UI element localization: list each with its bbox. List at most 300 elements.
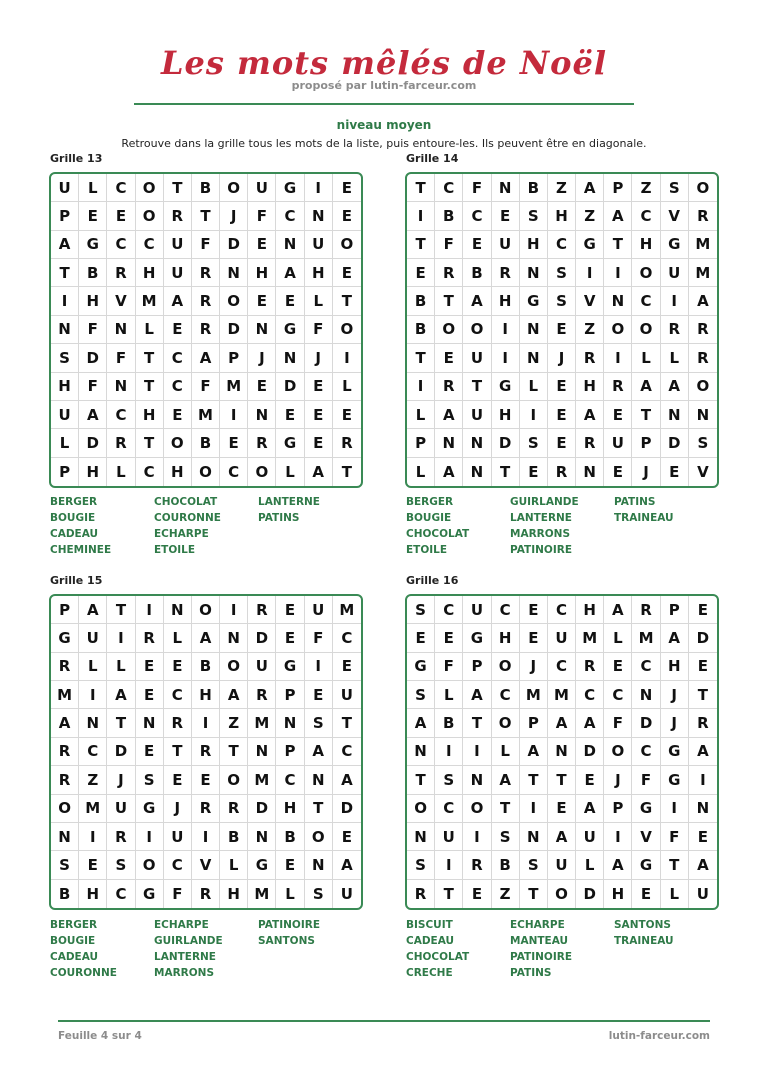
grid-cell[interactable]: P	[51, 458, 79, 486]
grid-cell[interactable]: B	[192, 653, 220, 681]
grid-cell[interactable]: G	[136, 795, 164, 823]
grid-cell[interactable]: I	[463, 738, 491, 766]
grid-cell[interactable]: R	[689, 202, 717, 230]
grid-cell[interactable]: N	[407, 823, 435, 851]
grid-cell[interactable]: O	[604, 316, 632, 344]
grid-cell[interactable]: S	[492, 823, 520, 851]
grid-cell[interactable]: T	[492, 795, 520, 823]
grid-cell[interactable]: U	[107, 795, 135, 823]
grid-cell[interactable]: U	[79, 624, 107, 652]
grid-cell[interactable]: O	[220, 766, 248, 794]
grid-cell[interactable]: C	[632, 738, 660, 766]
grid-cell[interactable]: B	[463, 259, 491, 287]
grid-cell[interactable]: E	[276, 596, 304, 624]
grid-cell[interactable]: D	[79, 344, 107, 372]
grid-cell[interactable]: R	[548, 458, 576, 486]
grid-cell[interactable]: R	[107, 429, 135, 457]
grid-cell[interactable]: I	[407, 202, 435, 230]
grid-cell[interactable]: D	[220, 316, 248, 344]
grid-cell[interactable]: G	[276, 429, 304, 457]
grid-cell[interactable]: M	[632, 624, 660, 652]
grid-cell[interactable]: A	[107, 681, 135, 709]
grid-cell[interactable]: I	[51, 287, 79, 315]
grid-cell[interactable]: H	[79, 287, 107, 315]
grid-cell[interactable]: N	[520, 259, 548, 287]
grid-cell[interactable]: D	[276, 373, 304, 401]
grid-cell[interactable]: O	[548, 880, 576, 908]
grid-cell[interactable]: D	[107, 738, 135, 766]
grid-cell[interactable]: A	[164, 287, 192, 315]
grid-cell[interactable]: R	[632, 596, 660, 624]
grid-cell[interactable]: E	[333, 202, 361, 230]
grid-cell[interactable]: E	[548, 401, 576, 429]
grid-cell[interactable]: E	[248, 231, 276, 259]
grid-cell[interactable]: H	[248, 259, 276, 287]
grid-cell[interactable]: R	[136, 624, 164, 652]
grid-cell[interactable]: E	[576, 766, 604, 794]
grid-cell[interactable]: U	[333, 681, 361, 709]
grid-cell[interactable]: E	[248, 373, 276, 401]
grid-cell[interactable]: S	[520, 851, 548, 879]
grid-cell[interactable]: T	[604, 231, 632, 259]
grid-cell[interactable]: E	[276, 401, 304, 429]
grid-cell[interactable]: T	[164, 738, 192, 766]
grid-cell[interactable]: C	[107, 174, 135, 202]
grid-cell[interactable]: D	[79, 429, 107, 457]
grid-cell[interactable]: O	[220, 653, 248, 681]
grid-cell[interactable]: E	[79, 851, 107, 879]
grid-cell[interactable]: O	[248, 458, 276, 486]
grid-cell[interactable]: O	[333, 316, 361, 344]
grid-cell[interactable]: S	[51, 851, 79, 879]
grid-cell[interactable]: P	[51, 596, 79, 624]
grid-cell[interactable]: F	[661, 823, 689, 851]
grid-cell[interactable]: E	[136, 653, 164, 681]
grid-cell[interactable]: N	[407, 738, 435, 766]
grid-cell[interactable]: U	[463, 344, 491, 372]
grid-cell[interactable]: P	[604, 795, 632, 823]
grid-cell[interactable]: I	[79, 681, 107, 709]
grid-cell[interactable]: N	[661, 401, 689, 429]
grid-cell[interactable]: Z	[576, 316, 604, 344]
grid-cell[interactable]: N	[689, 401, 717, 429]
grid-cell[interactable]: R	[333, 429, 361, 457]
grid-cell[interactable]: C	[548, 596, 576, 624]
grid-cell[interactable]: T	[632, 401, 660, 429]
grid-cell[interactable]: L	[520, 373, 548, 401]
grid-cell[interactable]: H	[576, 373, 604, 401]
grid-cell[interactable]: G	[661, 766, 689, 794]
grid-cell[interactable]: J	[520, 653, 548, 681]
grid-cell[interactable]: J	[107, 766, 135, 794]
grid-cell[interactable]: G	[407, 653, 435, 681]
grid-cell[interactable]: Z	[220, 709, 248, 737]
grid-cell[interactable]: A	[604, 202, 632, 230]
grid-cell[interactable]: B	[435, 202, 463, 230]
grid-cell[interactable]: N	[248, 316, 276, 344]
grid-cell[interactable]: C	[164, 344, 192, 372]
grid-cell[interactable]: S	[407, 851, 435, 879]
grid-cell[interactable]: R	[164, 709, 192, 737]
grid-cell[interactable]: G	[51, 624, 79, 652]
grid-cell[interactable]: E	[632, 880, 660, 908]
grid-cell[interactable]: R	[192, 316, 220, 344]
grid-cell[interactable]: N	[305, 851, 333, 879]
grid-cell[interactable]: F	[435, 653, 463, 681]
grid-cell[interactable]: S	[305, 880, 333, 908]
grid-cell[interactable]: E	[164, 316, 192, 344]
grid-cell[interactable]: E	[520, 624, 548, 652]
grid-cell[interactable]: M	[520, 681, 548, 709]
grid-cell[interactable]: I	[604, 823, 632, 851]
grid-cell[interactable]: N	[576, 458, 604, 486]
grid-cell[interactable]: Z	[492, 880, 520, 908]
grid-cell[interactable]: A	[463, 681, 491, 709]
grid-cell[interactable]: L	[79, 653, 107, 681]
grid-cell[interactable]: I	[79, 823, 107, 851]
grid-cell[interactable]: G	[632, 851, 660, 879]
grid-cell[interactable]: V	[576, 287, 604, 315]
grid-cell[interactable]: I	[407, 373, 435, 401]
grid-cell[interactable]: R	[192, 287, 220, 315]
grid-cell[interactable]: N	[632, 681, 660, 709]
grid-cell[interactable]: Z	[79, 766, 107, 794]
grid-cell[interactable]: C	[435, 795, 463, 823]
grid-cell[interactable]: B	[192, 429, 220, 457]
grid-cell[interactable]: E	[548, 316, 576, 344]
grid-cell[interactable]: D	[576, 738, 604, 766]
grid-cell[interactable]: A	[548, 709, 576, 737]
grid-cell[interactable]: O	[689, 174, 717, 202]
grid-cell[interactable]: T	[333, 709, 361, 737]
grid-cell[interactable]: C	[435, 596, 463, 624]
grid-cell[interactable]: G	[276, 653, 304, 681]
grid-cell[interactable]: H	[276, 795, 304, 823]
grid-cell[interactable]: S	[548, 287, 576, 315]
grid-cell[interactable]: C	[107, 880, 135, 908]
grid-cell[interactable]: C	[79, 738, 107, 766]
grid-cell[interactable]: O	[220, 174, 248, 202]
grid-cell[interactable]: C	[548, 231, 576, 259]
grid-cell[interactable]: A	[463, 287, 491, 315]
grid-cell[interactable]: U	[548, 624, 576, 652]
grid-cell[interactable]: I	[661, 287, 689, 315]
grid-cell[interactable]: H	[492, 401, 520, 429]
grid-cell[interactable]: O	[192, 458, 220, 486]
grid-cell[interactable]: R	[192, 259, 220, 287]
grid-cell[interactable]: L	[492, 738, 520, 766]
grid-cell[interactable]: E	[333, 174, 361, 202]
grid-cell[interactable]: U	[548, 851, 576, 879]
grid-cell[interactable]: U	[696, 884, 709, 903]
grid-cell[interactable]: A	[689, 851, 717, 879]
grid-cell[interactable]: N	[463, 766, 491, 794]
grid-cell[interactable]: T	[492, 458, 520, 486]
grid-cell[interactable]: C	[548, 653, 576, 681]
grid-cell[interactable]: N	[79, 709, 107, 737]
grid-cell[interactable]: I	[107, 624, 135, 652]
grid-cell[interactable]: P	[463, 653, 491, 681]
grid-cell[interactable]: N	[107, 373, 135, 401]
grid-cell[interactable]: D	[333, 795, 361, 823]
grid-cell[interactable]: B	[435, 709, 463, 737]
grid-cell[interactable]: U	[305, 231, 333, 259]
grid-cell[interactable]: T	[136, 373, 164, 401]
grid-cell[interactable]: S	[435, 766, 463, 794]
grid-cell[interactable]: M	[220, 373, 248, 401]
grid-cell[interactable]: E	[548, 795, 576, 823]
grid-cell[interactable]: T	[407, 174, 435, 202]
grid-cell[interactable]: S	[107, 851, 135, 879]
grid-cell[interactable]: R	[435, 259, 463, 287]
grid-cell[interactable]: T	[164, 174, 192, 202]
grid-cell[interactable]: D	[248, 795, 276, 823]
grid-cell[interactable]: A	[79, 401, 107, 429]
grid-cell[interactable]: E	[248, 287, 276, 315]
grid-cell[interactable]: C	[220, 458, 248, 486]
grid-cell[interactable]: R	[435, 373, 463, 401]
grid-cell[interactable]: R	[248, 681, 276, 709]
grid-cell[interactable]: J	[220, 202, 248, 230]
grid-cell[interactable]: E	[492, 202, 520, 230]
grid-cell[interactable]: B	[407, 287, 435, 315]
grid-cell[interactable]: B	[79, 259, 107, 287]
grid-cell[interactable]: P	[220, 344, 248, 372]
grid-cell[interactable]: E	[79, 202, 107, 230]
grid-cell[interactable]: H	[548, 202, 576, 230]
grid-cell[interactable]: O	[632, 316, 660, 344]
grid-cell[interactable]: I	[604, 259, 632, 287]
grid-cell[interactable]: P	[632, 429, 660, 457]
grid-cell[interactable]: L	[79, 174, 107, 202]
grid-cell[interactable]: I	[305, 653, 333, 681]
grid-cell[interactable]: S	[407, 596, 435, 624]
grid-cell[interactable]: H	[192, 681, 220, 709]
grid-cell[interactable]: E	[305, 681, 333, 709]
grid-cell[interactable]: F	[248, 202, 276, 230]
grid-cell[interactable]: A	[576, 401, 604, 429]
grid-cell[interactable]: B	[51, 880, 79, 908]
grid-cell[interactable]: N	[51, 823, 79, 851]
grid-cell[interactable]: O	[164, 429, 192, 457]
grid-cell[interactable]: I	[463, 823, 491, 851]
grid-cell[interactable]: H	[136, 259, 164, 287]
grid-cell[interactable]: E	[661, 458, 689, 486]
grid-cell[interactable]: C	[164, 851, 192, 879]
grid-cell[interactable]: U	[661, 259, 689, 287]
grid-cell[interactable]: E	[276, 624, 304, 652]
grid-cell[interactable]: N	[248, 823, 276, 851]
grid-cell[interactable]: D	[661, 429, 689, 457]
grid-cell[interactable]: T	[136, 344, 164, 372]
grid-cell[interactable]: E	[136, 738, 164, 766]
grid-cell[interactable]: O	[492, 709, 520, 737]
grid-cell[interactable]: F	[632, 766, 660, 794]
grid-cell[interactable]: E	[276, 851, 304, 879]
grid-cell[interactable]: C	[164, 373, 192, 401]
grid-cell[interactable]: M	[248, 709, 276, 737]
grid-cell[interactable]: T	[220, 738, 248, 766]
grid-cell[interactable]: N	[604, 287, 632, 315]
grid-cell[interactable]: G	[520, 287, 548, 315]
grid-cell[interactable]: T	[51, 259, 79, 287]
grid-cell[interactable]: O	[492, 653, 520, 681]
grid-cell[interactable]: C	[107, 231, 135, 259]
grid-cell[interactable]: L	[305, 287, 333, 315]
grid-cell[interactable]: O	[604, 738, 632, 766]
grid-cell[interactable]: R	[51, 766, 79, 794]
grid-cell[interactable]: L	[51, 429, 79, 457]
grid-cell[interactable]: T	[435, 880, 463, 908]
grid-cell[interactable]: G	[248, 851, 276, 879]
grid-cell[interactable]: I	[492, 316, 520, 344]
grid-cell[interactable]: T	[548, 766, 576, 794]
grid-cell[interactable]: M	[248, 880, 276, 908]
grid-cell[interactable]: L	[164, 624, 192, 652]
grid-cell[interactable]: I	[220, 401, 248, 429]
grid-cell[interactable]: B	[407, 316, 435, 344]
grid-cell[interactable]: L	[435, 681, 463, 709]
grid-cell[interactable]: F	[192, 231, 220, 259]
grid-cell[interactable]: M	[689, 259, 717, 287]
grid-cell[interactable]: G	[661, 231, 689, 259]
grid-cell[interactable]: U	[340, 884, 353, 903]
grid-cell[interactable]: I	[435, 851, 463, 879]
grid-cell[interactable]: T	[520, 766, 548, 794]
grid-cell[interactable]: A	[604, 596, 632, 624]
grid-cell[interactable]: I	[305, 174, 333, 202]
grid-cell[interactable]: V	[192, 851, 220, 879]
grid-cell[interactable]: N	[435, 429, 463, 457]
grid-cell[interactable]: M	[192, 401, 220, 429]
grid-cell[interactable]: E	[164, 401, 192, 429]
grid-cell[interactable]: E	[548, 373, 576, 401]
grid-cell[interactable]: E	[604, 653, 632, 681]
grid-cell[interactable]: A	[51, 231, 79, 259]
grid-cell[interactable]: E	[435, 624, 463, 652]
grid-cell[interactable]: N	[689, 795, 717, 823]
grid-cell[interactable]: N	[520, 823, 548, 851]
grid-cell[interactable]: C	[136, 231, 164, 259]
grid-cell[interactable]: M	[136, 287, 164, 315]
grid-cell[interactable]: A	[548, 823, 576, 851]
grid-cell[interactable]: O	[136, 174, 164, 202]
grid-cell[interactable]: A	[661, 373, 689, 401]
grid-cell[interactable]: T	[407, 766, 435, 794]
grid-cell[interactable]: J	[632, 458, 660, 486]
grid-cell[interactable]: M	[689, 231, 717, 259]
grid-cell[interactable]: H	[220, 880, 248, 908]
grid-cell[interactable]: Z	[632, 174, 660, 202]
grid-cell[interactable]: T	[341, 462, 353, 481]
grid-cell[interactable]: F	[305, 316, 333, 344]
grid-cell[interactable]: N	[107, 316, 135, 344]
grid-cell[interactable]: E	[305, 429, 333, 457]
grid-cell[interactable]: E	[520, 458, 548, 486]
grid-cell[interactable]: I	[661, 795, 689, 823]
grid-cell[interactable]: C	[463, 202, 491, 230]
grid-cell[interactable]: N	[276, 709, 304, 737]
grid-cell[interactable]: N	[51, 316, 79, 344]
grid-cell[interactable]: I	[492, 344, 520, 372]
grid-cell[interactable]: L	[604, 624, 632, 652]
grid-cell[interactable]: L	[107, 458, 135, 486]
grid-cell[interactable]: T	[463, 373, 491, 401]
grid-cell[interactable]: M	[333, 596, 361, 624]
grid-cell[interactable]: J	[604, 766, 632, 794]
grid-cell[interactable]: C	[333, 738, 361, 766]
grid-cell[interactable]: F	[79, 316, 107, 344]
grid-cell[interactable]: T	[463, 709, 491, 737]
grid-cell[interactable]: N	[463, 458, 491, 486]
grid-cell[interactable]: I	[520, 795, 548, 823]
grid-cell[interactable]: F	[305, 624, 333, 652]
grid-cell[interactable]: A	[333, 851, 361, 879]
grid-cell[interactable]: E	[604, 401, 632, 429]
grid-cell[interactable]: S	[51, 344, 79, 372]
grid-cell[interactable]: T	[661, 851, 689, 879]
grid-cell[interactable]: U	[435, 823, 463, 851]
grid-cell[interactable]: A	[79, 596, 107, 624]
grid-cell[interactable]: L	[107, 653, 135, 681]
grid-cell[interactable]: U	[164, 823, 192, 851]
grid-cell[interactable]: E	[463, 231, 491, 259]
grid-cell[interactable]: A	[435, 401, 463, 429]
grid-cell[interactable]: H	[632, 231, 660, 259]
grid-cell[interactable]: U	[248, 653, 276, 681]
grid-cell[interactable]: D	[689, 624, 717, 652]
grid-cell[interactable]: R	[604, 373, 632, 401]
grid-cell[interactable]: R	[689, 316, 717, 344]
grid-cell[interactable]: F	[463, 174, 491, 202]
grid-cell[interactable]: T	[107, 709, 135, 737]
grid-cell[interactable]: A	[604, 851, 632, 879]
grid-cell[interactable]: Z	[548, 174, 576, 202]
grid-cell[interactable]: H	[492, 624, 520, 652]
grid-cell[interactable]: G	[576, 231, 604, 259]
grid-cell[interactable]: T	[407, 344, 435, 372]
grid-cell[interactable]: E	[192, 766, 220, 794]
grid-cell[interactable]: P	[51, 202, 79, 230]
grid-cell[interactable]: U	[604, 429, 632, 457]
grid-cell[interactable]: L	[576, 851, 604, 879]
grid-cell[interactable]: V	[632, 823, 660, 851]
grid-cell[interactable]: A	[305, 738, 333, 766]
grid-cell[interactable]: E	[305, 373, 333, 401]
grid-cell[interactable]: M	[576, 624, 604, 652]
grid-cell[interactable]: L	[632, 344, 660, 372]
grid-cell[interactable]: E	[689, 596, 717, 624]
grid-cell[interactable]: I	[604, 344, 632, 372]
grid-cell[interactable]: E	[107, 202, 135, 230]
grid-cell[interactable]: H	[492, 287, 520, 315]
grid-cell[interactable]: F	[435, 231, 463, 259]
grid-cell[interactable]: R	[689, 344, 717, 372]
grid-cell[interactable]: R	[661, 316, 689, 344]
grid-cell[interactable]: A	[520, 738, 548, 766]
grid-cell[interactable]: O	[435, 316, 463, 344]
grid-cell[interactable]: B	[220, 823, 248, 851]
grid-cell[interactable]: J	[661, 709, 689, 737]
grid-cell[interactable]: L	[276, 458, 304, 486]
grid-cell[interactable]: R	[192, 880, 220, 908]
grid-cell[interactable]: O	[632, 259, 660, 287]
grid-cell[interactable]: R	[51, 738, 79, 766]
grid-cell[interactable]: S	[661, 174, 689, 202]
grid-cell[interactable]: T	[689, 681, 717, 709]
grid-cell[interactable]: H	[79, 880, 107, 908]
grid-cell[interactable]: C	[276, 202, 304, 230]
